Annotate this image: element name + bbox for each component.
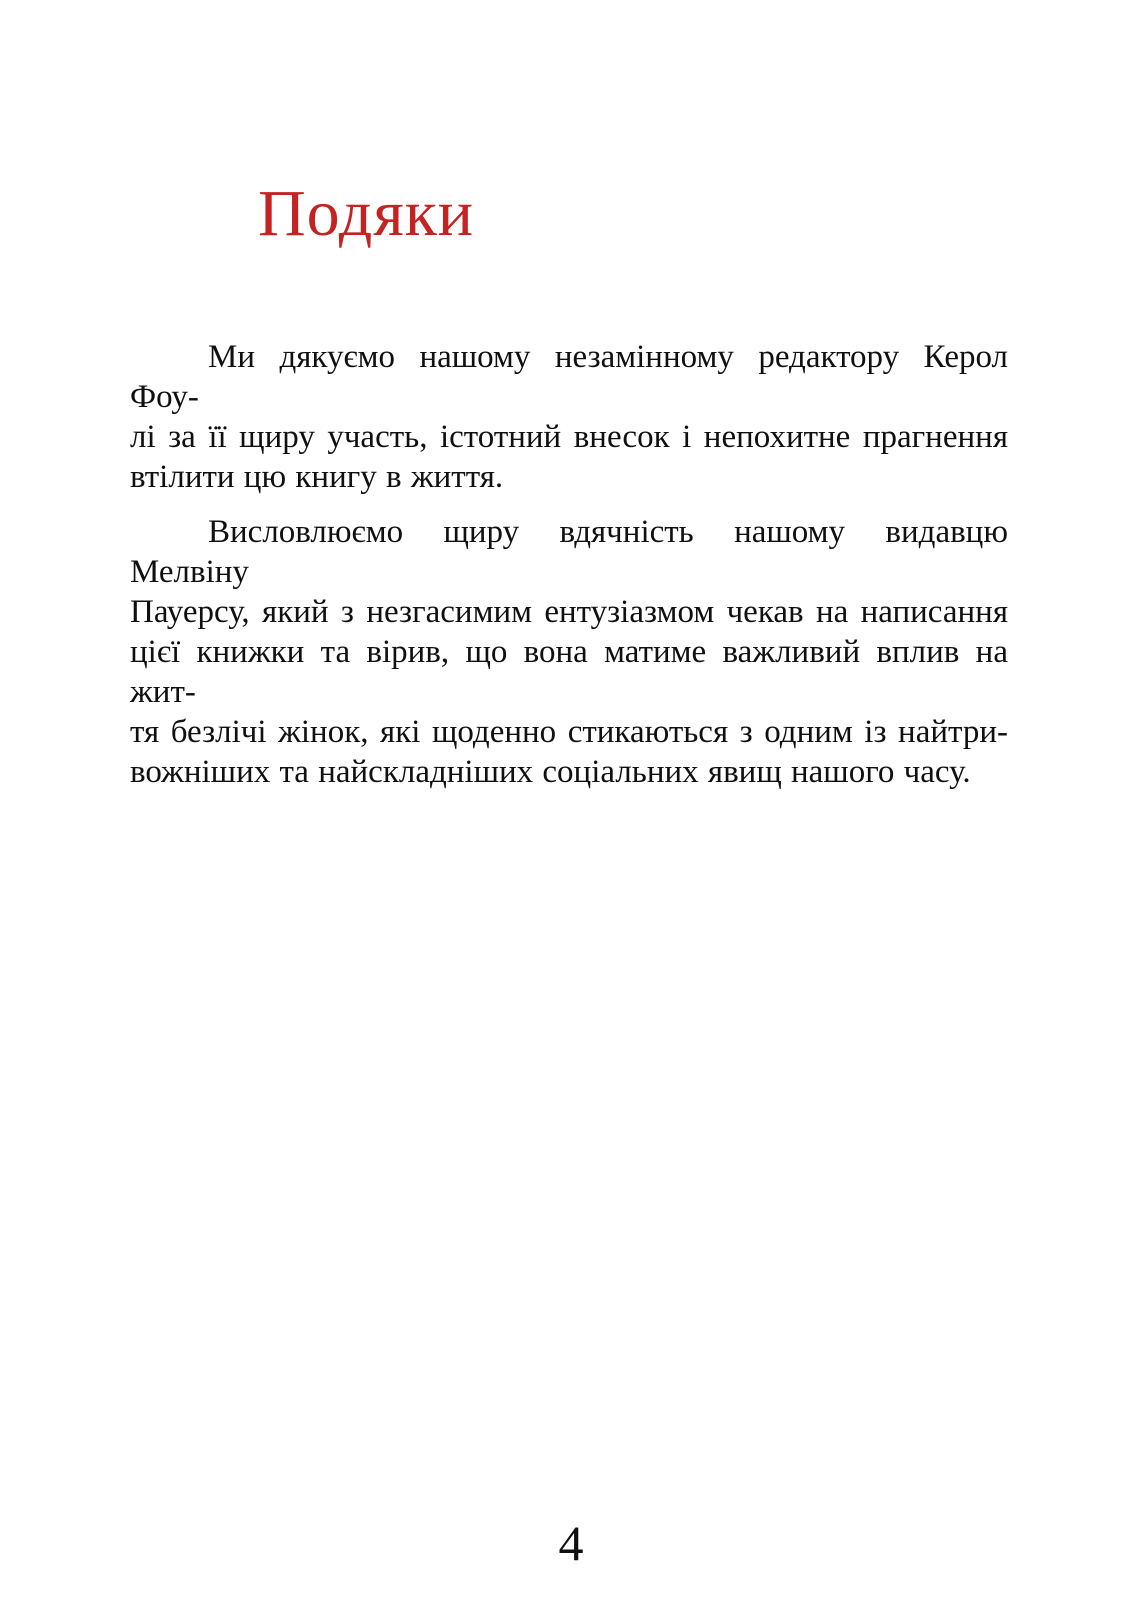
- body-text: [130, 337, 1008, 792]
- paragraph-2-line-4: тя безлічі жінок, які щоденно стикаються з одним із найтри-: [130, 714, 1008, 750]
- paragraph-2-line-3: цієї книжки та вірив, що вона матиме важливий вплив на жит-: [130, 634, 1008, 710]
- paragraph-1-line-2: лі за її щиру участь, істотний внесок і непохитне прагнення: [130, 419, 1008, 455]
- chapter-heading: Подяки: [258, 177, 475, 250]
- paragraph-2-line-5: вожніших та найскладніших соціальних явищ нашого часу.: [130, 754, 971, 790]
- paragraph-1-line-1: Ми дякуємо нашому незамінному редактору Керол Фоу-: [130, 339, 1008, 415]
- paragraph-2-line-2: Пауерсу, який з незгасимим ентузіазмом чекав на написання: [130, 594, 1008, 630]
- paragraph-1-line-3: втілити цю книгу в життя.: [130, 459, 504, 495]
- paragraph-2-line-1: Висловлюємо щиру вдячність нашому видавцю Мелвіну: [130, 514, 1008, 590]
- page-number: 4: [558, 1515, 584, 1571]
- paragraph-1: [130, 337, 1008, 497]
- paragraph-2: [130, 512, 1008, 792]
